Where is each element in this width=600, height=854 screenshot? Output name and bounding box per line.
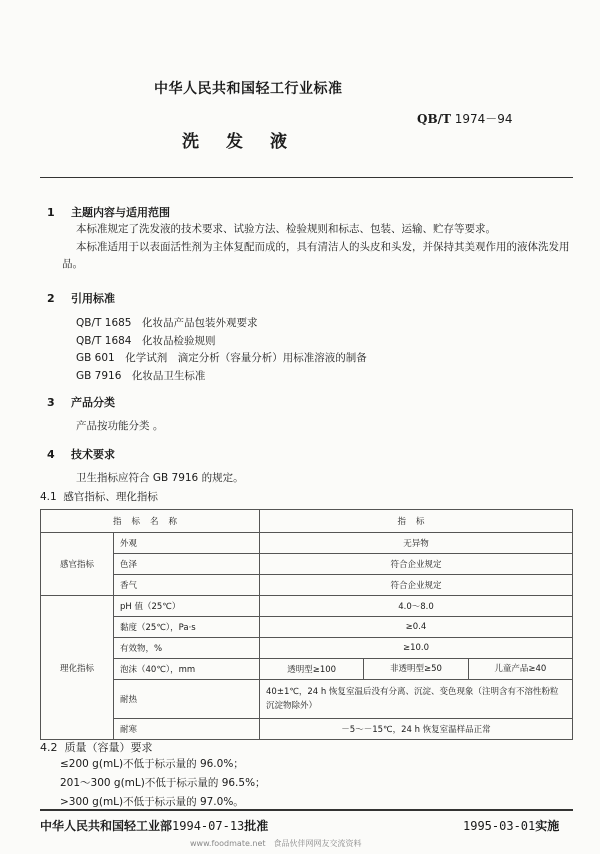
subsection-4-1-title: 感官指标、理化指标 [63,491,158,503]
reference-item: QB/T 1684 化妆品检验规则 [76,335,216,347]
effective-label: 实施 [535,819,560,833]
row-name-appearance: 外观 [114,533,260,554]
foam-children: 儿童产品≥40 [468,659,572,679]
row-value-active: ≥10.0 [260,638,573,659]
standard-code [417,110,513,127]
subsection-4-1-number: 4.1 [40,491,57,503]
reference-item: GB 601 化学试剂 滴定分析（容量分析）用标准溶液的制备 [76,352,367,364]
table-row [41,680,573,719]
section-4-para-1: 卫生指标应符合 GB 7916 的规定。 [76,472,244,484]
row-name-active: 有效物，% [114,638,260,659]
row-value-heat: 40±1℃，24 h 恢复室温后没有分离、沉淀、变色现象（注明含有不溶性粉粒沉淀物除外） [260,680,573,719]
section-1-para-2: 本标准适用于以表面活性剂为主体复配而成的，具有清洁人的头皮和头发，并保持其美观作用的液体洗发用品。 [62,241,570,270]
standard-prefix: QB/T [417,112,451,126]
row-value-foam [260,659,573,680]
section-3-heading [47,394,115,410]
header-divider [40,177,573,178]
effective-date: 1995-03-01 [463,819,536,833]
table-row [41,575,573,596]
row-value-ph: 4.0～8.0 [260,596,573,617]
approval-date: 1994-07-13 [172,819,245,833]
physchem-group-label: 理化指标 [41,596,114,740]
section-3-title: 产品分类 [71,396,115,409]
row-name-cold: 耐寒 [114,719,260,740]
table-row [41,533,573,554]
section-1-heading [47,204,170,220]
subsection-4-2-heading [40,739,153,755]
table-row [41,617,573,638]
table-row [41,596,573,617]
subsection-4-2-title: 质量（容量）要求 [64,741,153,754]
watermark-text: www.foodmate.net 食品伙伴网网友交流资料 [190,839,362,848]
section-4-heading [47,446,115,462]
standard-number: 1974－94 [454,112,513,126]
row-value-odor: 符合企业规定 [260,575,573,596]
section-3-number: 3 [47,396,55,409]
table-row [41,638,573,659]
section-1-para-1: 本标准规定了洗发液的技术要求、试验方法、检验规则和标志、包装、运输、贮存等要求。 [76,223,496,235]
footer-approval [40,817,268,834]
table-header-value: 指标 [260,510,573,533]
row-name-heat: 耐热 [114,680,260,719]
section-1-number: 1 [47,206,55,219]
table-row [41,554,573,575]
footer-effective [463,817,559,834]
org-title: 中华人民共和国轻工行业标准 [154,81,343,97]
indicator-table [40,509,573,740]
list-item: >300 g(mL)不低于标示量的 97.0%。 [60,796,244,808]
row-name-ph: pH 值（25℃） [114,596,260,617]
reference-item: QB/T 1685 化妆品产品包装外观要求 [76,317,258,329]
row-value-viscosity: ≥0.4 [260,617,573,638]
row-name-odor: 香气 [114,575,260,596]
section-3-para-1: 产品按功能分类 。 [76,420,164,432]
footer-divider [40,809,573,811]
subsection-4-2-number: 4.2 [40,741,58,754]
section-1-title: 主题内容与适用范围 [71,206,170,219]
section-2-heading [47,290,115,306]
section-4-number: 4 [47,448,55,461]
approval-label: 批准 [244,819,269,833]
foam-opaque: 非透明型≥50 [363,659,467,679]
sensory-group-label: 感官指标 [41,533,114,596]
list-item: ≤200 g(mL)不低于标示量的 96.0%； [60,758,244,770]
row-value-cold: －5～－15℃，24 h 恢复室温样品正常 [260,719,573,740]
row-name-viscosity: 黏度（25℃），Pa·s [114,617,260,638]
subsection-4-1-heading [40,489,158,504]
foam-transparent: 透明型≥100 [287,665,337,675]
reference-item: GB 7916 化妆品卫生标准 [76,370,206,382]
list-item: 201～300 g(mL)不低于标示量的 96.5%； [60,777,266,789]
row-value-appearance: 无异物 [260,533,573,554]
issuing-authority: 中华人民共和国轻工业部 [40,819,173,833]
document-title: 洗发液 [182,132,314,152]
row-name-color: 色泽 [114,554,260,575]
section-2-title: 引用标准 [71,292,115,305]
section-2-number: 2 [47,292,55,305]
table-row [41,659,573,680]
table-row [41,719,573,740]
table-header-name: 指标名称 [41,510,260,533]
quantity-requirements [60,755,266,812]
section-4-title: 技术要求 [71,448,115,461]
row-value-color: 符合企业规定 [260,554,573,575]
table-header-row [41,510,573,533]
row-name-foam: 泡沫（40℃），mm [114,659,260,680]
